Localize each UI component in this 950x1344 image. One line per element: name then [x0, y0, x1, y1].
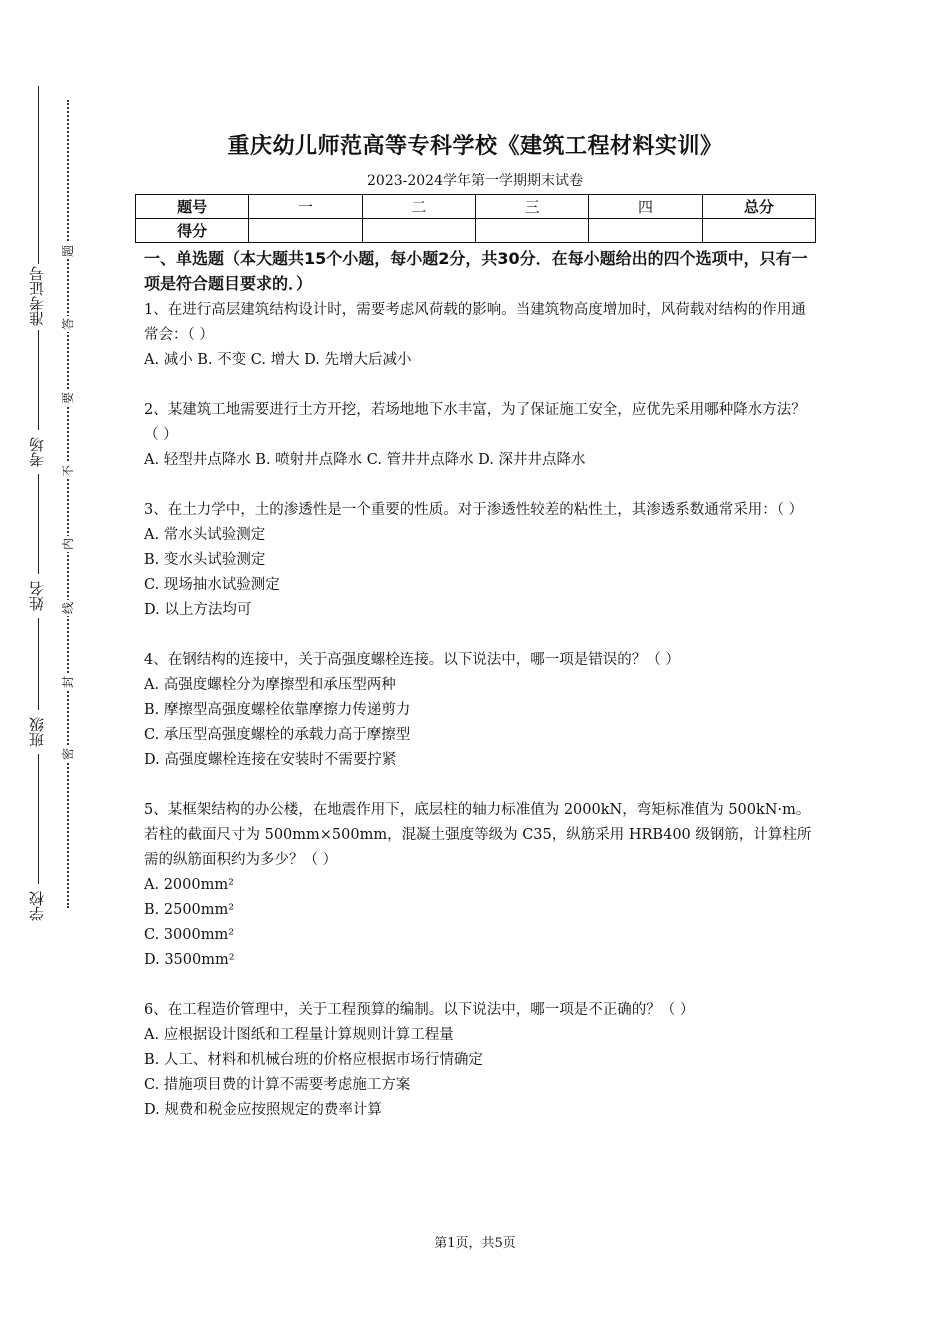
question-stem: 6、在工程造价管理中，关于工程预算的编制。以下说法中，哪一项是不正确的？（ ）	[144, 1002, 695, 1018]
option-a: A. 应根据设计图纸和工程量计算规则计算工程量	[144, 1027, 454, 1043]
score-table-cell: 三	[475, 195, 588, 219]
score-table-cell: 题号	[136, 195, 249, 219]
score-table-header-row	[136, 195, 816, 219]
binding-line	[38, 474, 39, 574]
exam-title: 重庆幼儿师范高等专科学校《建筑工程材料实训》	[227, 134, 723, 159]
seal-char: 要	[61, 392, 75, 405]
seal-char: 内	[61, 538, 75, 551]
seal-char: 题	[61, 245, 75, 258]
question-stem: 5、某框架结构的办公楼，在地震作用下，底层柱的轴力标准值为 2000kN，弯矩标准值为 500kN·m。若柱的截面尺寸为 500mm×500mm，混凝土强度等级为 C35，纵筋采用 HRB400 级钢筋，计算柱所需的纵筋面积约为多少？（ ）	[144, 802, 812, 868]
score-input-cell[interactable]	[249, 219, 362, 243]
option-b: B. 摩擦型高强度螺栓依靠摩擦力传递剪力	[144, 702, 411, 718]
seal-char: 线	[61, 602, 75, 615]
page-footer: 第1页，共5页	[434, 1236, 516, 1251]
seal-char: 密	[61, 748, 75, 761]
binding-line	[38, 754, 39, 884]
question-options: A. 减小 B. 不变 C. 增大 D. 先增大后减小	[144, 352, 412, 368]
option-b: B. 2500mm²	[144, 902, 235, 918]
option-a: A. 常水头试验测定	[144, 527, 266, 543]
score-input-cell[interactable]	[702, 219, 815, 243]
exam-id-label: 准考证号	[28, 266, 46, 326]
binding-line	[38, 330, 39, 430]
score-input-cell[interactable]	[475, 219, 588, 243]
option-b: B. 人工、材料和机械台班的价格应根据市场行情确定	[144, 1052, 483, 1068]
binding-line	[38, 618, 39, 710]
score-table-cell: 二	[362, 195, 475, 219]
score-table-cell: 总分	[702, 195, 815, 219]
class-label: 班级	[28, 717, 46, 747]
question-options: A. 轻型井点降水 B. 喷射井点降水 C. 管井井点降水 D. 深井井点降水	[144, 452, 586, 468]
question-content	[144, 246, 816, 1123]
seal-dotted-line	[67, 100, 69, 908]
score-table-cell: 一	[249, 195, 362, 219]
option-b: B. 变水头试验测定	[144, 552, 266, 568]
score-row-label: 得分	[136, 219, 249, 243]
exam-subtitle: 2023-2024学年第一学期期末试卷	[367, 173, 583, 189]
option-c: C. 现场抽水试验测定	[144, 577, 280, 593]
option-d: D. 3500mm²	[144, 952, 235, 968]
exam-room-label: 考场	[28, 437, 46, 467]
option-c: C. 措施项目费的计算不需要考虑施工方案	[144, 1077, 411, 1093]
question-stem: 1、在进行高层建筑结构设计时，需要考虑风荷载的影响。当建筑物高度增加时，风荷载对结构的作用通常会：（ ）	[144, 302, 806, 343]
score-table-cell: 四	[589, 195, 702, 219]
school-label: 学校	[28, 891, 46, 921]
option-d: D. 规费和税金应按照规定的费率计算	[144, 1102, 382, 1118]
question-stem: 2、某建筑工地需要进行土方开挖，若场地地下水丰富，为了保证施工安全，应优先采用哪种降水方法？（ ）	[144, 402, 806, 443]
section-title: 一、单选题（本大题共15个小题，每小题2分，共30分．在每小题给出的四个选项中，只有一项是符合题目要求的．）	[144, 249, 808, 293]
seal-char: 答	[61, 318, 75, 331]
score-input-cell[interactable]	[589, 219, 702, 243]
option-a: A. 高强度螺栓分为摩擦型和承压型两种	[144, 677, 396, 693]
seal-char: 封	[61, 676, 75, 689]
score-table-score-row	[136, 219, 816, 243]
option-a: A. 2000mm²	[144, 877, 234, 893]
option-d: D. 高强度螺栓连接在安装时不需要拧紧	[144, 752, 397, 768]
option-c: C. 承压型高强度螺栓的承载力高于摩擦型	[144, 727, 411, 743]
question-stem: 4、在钢结构的连接中，关于高强度螺栓连接。以下说法中，哪一项是错误的？（ ）	[144, 652, 680, 668]
seal-char: 不	[61, 465, 75, 478]
name-label: 姓名	[28, 581, 46, 611]
score-input-cell[interactable]	[362, 219, 475, 243]
question-stem: 3、在土力学中，土的渗透性是一个重要的性质。对于渗透性较差的粘性土，其渗透系数通常采用：（ ）	[144, 502, 804, 518]
score-table	[135, 194, 816, 243]
option-d: D. 以上方法均可	[144, 602, 252, 618]
option-c: C. 3000mm²	[144, 927, 235, 943]
